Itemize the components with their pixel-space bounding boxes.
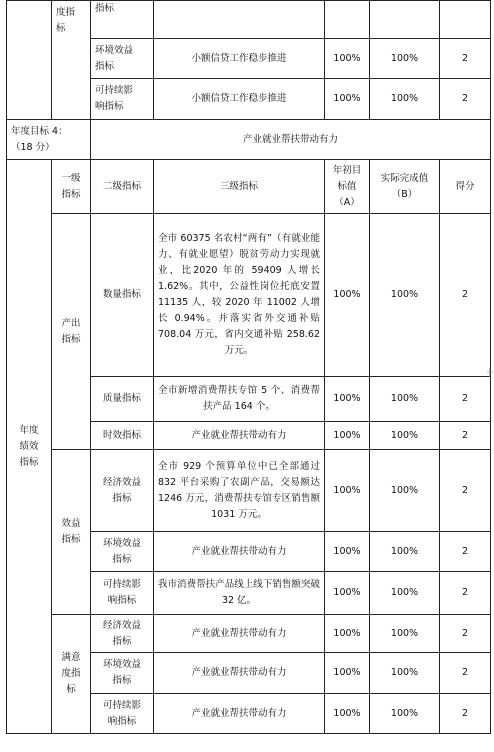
score-value: 2 <box>440 450 491 532</box>
economic-text: 全市 929 个预算单位中已全部通过 832 平台采购了农副产品，交易额达 1246 万元，消费帮扶专馆专区销售额 1031 万元。 <box>154 450 325 532</box>
level2-environment: 环境效益 指标 <box>91 532 154 572</box>
actual-value <box>370 1 440 39</box>
actual-value: 100% <box>370 214 440 377</box>
quality-text: 全市新增消费帮扶专馆 5 个、消费帮扶产品 164 个。 <box>154 377 325 422</box>
goal-label: 年度目标 4： （18 分） <box>7 120 91 160</box>
actual-value: 100% <box>370 422 440 450</box>
performance-table <box>6 0 491 734</box>
level1-satisfaction: 满意 度指 标 <box>52 615 91 734</box>
level2-quantity: 数量指标 <box>91 214 154 377</box>
header-level2: 二级指标 <box>91 160 154 214</box>
actual-value: 100% <box>370 694 440 734</box>
header-target: 年初目 标值 （A） <box>325 160 370 214</box>
content-cell: 小额信贷工作稳步推进 <box>154 39 325 79</box>
goal-text: 产业就业帮扶带动有力 <box>91 120 491 160</box>
target-value: 100% <box>325 214 370 377</box>
target-value: 100% <box>325 532 370 572</box>
level2-sustainability: 可持续影 响指标 <box>91 572 154 615</box>
level2-label: 指标 <box>91 1 154 39</box>
level2-label: 可持续影 响指标 <box>91 79 154 120</box>
level2-label: 环境效益 指标 <box>91 39 154 79</box>
target-value: 100% <box>325 653 370 694</box>
actual-value: 100% <box>370 572 440 615</box>
content-cell: 产业就业帮扶带动有力 <box>154 653 325 694</box>
score-value: 2 <box>440 615 491 653</box>
section-label: 年度 绩效 指标 <box>7 160 52 734</box>
actual-value: 100% <box>370 450 440 532</box>
level2-economic: 经济效益 指标 <box>91 450 154 532</box>
target-value: 100% <box>325 79 370 120</box>
score-value: 2 <box>440 377 491 422</box>
level1-label: 度指 标 <box>52 1 91 120</box>
section-cell <box>7 1 52 120</box>
actual-value: 100% <box>370 653 440 694</box>
edge-marker-icon: ┼ <box>487 368 493 378</box>
level2-label: 环境效益 指标 <box>91 653 154 694</box>
content-cell: 产业就业帮扶带动有力 <box>154 694 325 734</box>
table-row <box>7 450 491 532</box>
level2-quality: 质量指标 <box>91 377 154 422</box>
score-value: 2 <box>440 79 491 120</box>
sustainability-text: 我市消费帮扶产品线上线下销售额突破 32 亿。 <box>154 572 325 615</box>
quantity-text: 全市 60375 名农村“两有”（有就业能力、有就业愿望）脱贫劳动力实现就业，比2020 年的 59409 人增长 1.62%。其中，公益性岗位托底安置 11135 人，较 2020 年 11002 人增长 0.94%。并落实省外交通补贴 708.04 万元，省内交通补贴 258.62 万元。 <box>154 214 325 377</box>
target-value: 100% <box>325 39 370 79</box>
score-value: 2 <box>440 214 491 377</box>
score-value: 2 <box>440 422 491 450</box>
header-actual: 实际完成值 （B） <box>370 160 440 214</box>
level2-label: 可持续影 响指标 <box>91 694 154 734</box>
header-level3: 三级指标 <box>154 160 325 214</box>
score-value: 2 <box>440 532 491 572</box>
level1-output: 产出 指标 <box>52 214 91 450</box>
score-value: 2 <box>440 653 491 694</box>
content-cell: 产业就业帮扶带动有力 <box>154 615 325 653</box>
actual-value: 100% <box>370 39 440 79</box>
target-value: 100% <box>325 694 370 734</box>
score-value: 2 <box>440 39 491 79</box>
level1-benefit: 效益 指标 <box>52 450 91 615</box>
actual-value: 100% <box>370 79 440 120</box>
actual-value: 100% <box>370 377 440 422</box>
target-value: 100% <box>325 572 370 615</box>
target-value: 100% <box>325 377 370 422</box>
content-cell: 小额信贷工作稳步推进 <box>154 79 325 120</box>
target-value: 100% <box>325 450 370 532</box>
target-value: 100% <box>325 615 370 653</box>
level2-time: 时效指标 <box>91 422 154 450</box>
target-value: 100% <box>325 422 370 450</box>
header-row <box>7 160 491 214</box>
content-cell <box>154 1 325 39</box>
score-value <box>440 1 491 39</box>
time-text: 产业就业帮扶带动有力 <box>154 422 325 450</box>
score-value: 2 <box>440 572 491 615</box>
actual-value: 100% <box>370 615 440 653</box>
goal-row <box>7 120 491 160</box>
actual-value: 100% <box>370 532 440 572</box>
table-row <box>7 615 491 653</box>
table-row <box>7 214 491 377</box>
level2-label: 经济效益 指标 <box>91 615 154 653</box>
environment-text: 产业就业帮扶带动有力 <box>154 532 325 572</box>
header-level1: 一级 指标 <box>52 160 91 214</box>
target-value <box>325 1 370 39</box>
table-row <box>7 1 491 39</box>
header-score: 得分 <box>440 160 491 214</box>
score-value: 2 <box>440 694 491 734</box>
